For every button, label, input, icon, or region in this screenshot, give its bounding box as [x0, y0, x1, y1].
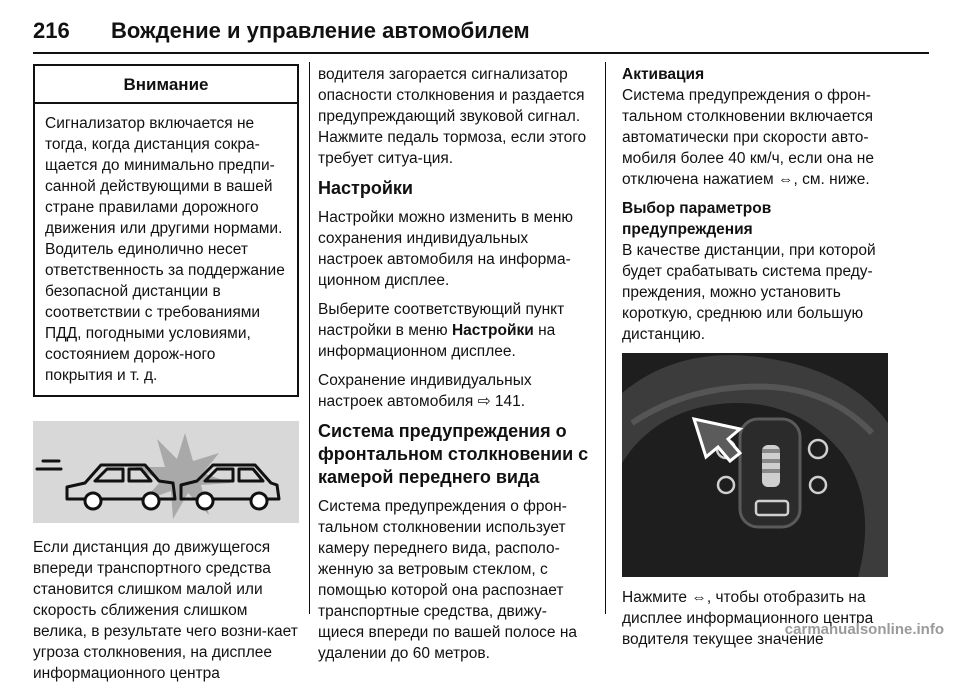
- header-rule: [33, 52, 929, 54]
- reference-page: 141.: [490, 393, 526, 410]
- heading-select-parameters: Выбор параметров предупреждения: [622, 200, 772, 238]
- watermark: carmanualsonline.info: [784, 621, 944, 638]
- heading-activation: Активация: [622, 66, 705, 83]
- camera-system-paragraph: Система предупреждения о фрон-тальном столкновении использует камеру переднего вида, располо-женную за ветровым стеклом, с помощью которой она распознает транспортные средства, движу-щиеся впереди по вашей полосе на удалении до 60 метров.: [318, 498, 578, 662]
- distance-button-icon-2: ⇔: [691, 589, 707, 606]
- collision-warning-illustration: [33, 421, 299, 523]
- column-1: [33, 64, 299, 692]
- page-reference-icon: ⇨: [477, 393, 491, 410]
- press-button-paragraph: [622, 587, 894, 650]
- activation-text: Система предупреждения о фрон-тальном столкновении включается автоматически при скорости авто-мобиля более 40 км/ч, если она не отключена нажатием: [622, 87, 874, 188]
- select-paragraph: В качестве дистанции, при которой будет срабатывать система преду-преждения, можно установить короткую, среднюю или большую дистанцию.: [622, 242, 876, 343]
- reference-text: Сохранение индивидуальных настроек автомобиля: [318, 372, 532, 410]
- collision-paragraph: Если дистанция до движущегося впереди транспортного средства становится слишком малой или скорость сближения слишком велика, в результате чего возни-кает угроза столкновения, на дисплее информационного центра: [33, 539, 298, 682]
- activation-text-end: , см. ниже.: [793, 171, 870, 188]
- page-number: 216: [33, 18, 70, 43]
- distance-button-icon: ⇔: [778, 171, 794, 188]
- heading-settings: Настройки: [318, 178, 413, 198]
- warning-title: Внимание: [35, 66, 297, 104]
- press-text: Нажмите: [622, 589, 692, 606]
- column-2: [318, 64, 590, 672]
- heading-camera-system: Система предупреждения о фронтальном столкновении с камерой переднего вида: [318, 421, 589, 487]
- press-text-end: , чтобы отобразить на дисплее информационного центра водителя текущее значение: [622, 589, 874, 648]
- settings-paragraph: Настройки можно изменить в меню сохранения индивидуальных настроек автомобиля на информа-ционном дисплее.: [318, 209, 574, 289]
- steering-wheel-illustration: [622, 353, 888, 577]
- activation-paragraph: [622, 85, 894, 190]
- page-title: Вождение и управление автомобилем: [111, 18, 530, 43]
- menu-text-start: Выберите соответствующий пункт настройки в меню: [318, 301, 565, 339]
- column-3: [622, 64, 894, 658]
- page-header: [33, 18, 530, 44]
- column-divider-1: [309, 62, 310, 614]
- personalization-reference: [318, 370, 590, 412]
- column-divider-2: [605, 62, 606, 614]
- paragraph-continued: водителя загорается сигнализатор опасности столкновения и раздается предупреждающий звуковой сигнал. Нажмите педаль тормоза, если этого требует ситуа-ция.: [318, 66, 587, 167]
- menu-name-settings: Настройки: [451, 322, 534, 339]
- menu-text-end: на информационном дисплее.: [318, 322, 556, 360]
- warning-box: [33, 64, 299, 397]
- warning-text: Сигнализатор включается не тогда, когда дистанция сокра-щается до минимально предпи-санной действующими в вашей стране правилами дорожного движения или другими нормами. Водитель единолично несет ответственность за поддержание безопасной дистанции в соответствии с требованиями ПДД, погодными условиями, состоянием дорож-ного покрытия и т. д.: [45, 115, 285, 384]
- settings-menu-paragraph: [318, 299, 590, 362]
